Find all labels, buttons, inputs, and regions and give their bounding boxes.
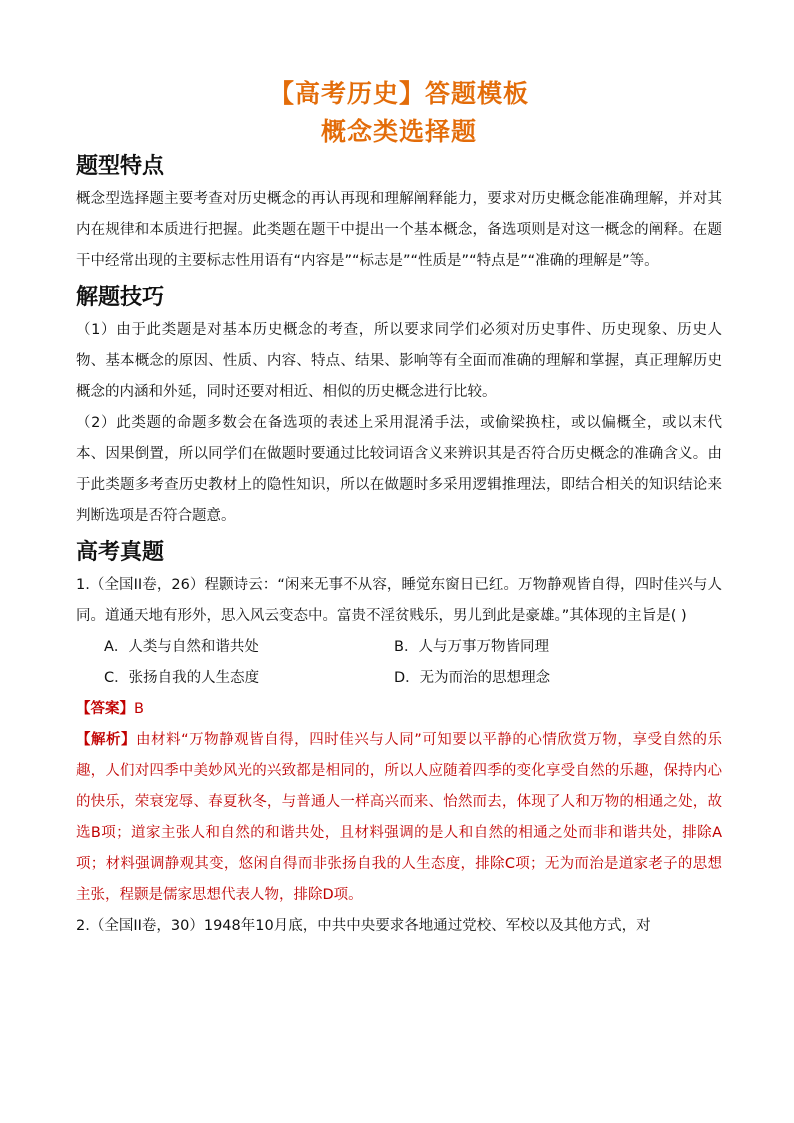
option-a: A．人类与自然和谐共处 — [104, 639, 259, 655]
analysis-tag: 【解析】 — [76, 732, 137, 748]
question-1-stem: 1.（全国II卷，26）程颢诗云：“闲来无事不从容，睡觉东窗日已红。万物静观皆自得，四时佳兴与人同。道通天地有形外，思入风云变态中。富贵不淫贫贱乐，男儿到此是豪雄。”其体现的主旨是( ) — [76, 577, 722, 624]
option-b: B．人与万事万物皆同理 — [394, 639, 549, 655]
features-paragraph: 概念型选择题主要考查对历史概念的再认再现和理解阐释能力，要求对历史概念能准确理解，并对其内在规律和本质进行把握。此类题在题干中提出一个基本概念，备选项则是对这一概念的阐释。在题干中经常出现的主要标志性用语有“内容是”“标志是”“性质是”“特点是”“准确的理解是”等。 — [76, 191, 722, 269]
option-d: D．无为而治的思想理念 — [394, 670, 551, 686]
section-heading-techniques: 解题技巧 — [76, 285, 165, 310]
document-page — [76, 76, 722, 942]
answer-tag: 【答案】 — [76, 701, 134, 717]
analysis-paragraph — [76, 725, 722, 911]
techniques-paragraph-2: （2）此类题的命题多数会在备选项的表述上采用混淆手法，或偷梁换柱，或以偏概全，或以末代本、因果倒置，所以同学们在做题时要通过比较词语含义来辨识其是否符合历史概念的准确含义。由于此类题多考查历史教材上的隐性知识，所以在做题时多采用逻辑推理法，即结合相关的知识结论来判断选项是否符合题意。 — [76, 415, 722, 524]
question-2-stem: 2.（全国II卷，30）1948年10月底，中共中央要求各地通过党校、军校以及其他方式，对 — [76, 918, 651, 934]
question-1-options — [104, 632, 722, 694]
answer-value: B — [134, 701, 144, 717]
section-heading-features: 题型特点 — [76, 154, 165, 179]
analysis-text: 由材料“万物静观皆自得，四时佳兴与人同”可知要以平静的心情欣赏万物，享受自然的乐趣，人们对四季中美妙风光的兴致都是相同的，所以人应随着四季的变化享受自然的乐趣，保持内心的快乐，荣衰宠辱、春夏秋冬，与普通人一样高兴而来、怡然而去，体现了人和万物的相通之处，故选B项；道家主张人和自然的和谐共处，且材料强调的是人和自然的相通之处而非和谐共处，排除A项；材料强调静观其变，悠闲自得而非张扬自我的人生态度，排除C项；无为而治是道家老子的思想主张，程颢是儒家思想代表人物，排除D项。 — [76, 732, 722, 903]
document-subtitle: 概念类选择题 — [320, 117, 477, 146]
option-c: C．张扬自我的人生态度 — [104, 670, 260, 686]
techniques-paragraph-1: （1）由于此类题是对基本历史概念的考查，所以要求同学们必须对历史事件、历史现象、历史人物、基本概念的原因、性质、内容、特点、结果、影响等有全面而准确的理解和掌握，真正理解历史概念的内涵和外延，同时还要对相近、相似的历史概念进行比较。 — [76, 322, 722, 400]
answer-line — [76, 694, 722, 725]
document-title: 【高考历史】答题模板 — [268, 79, 529, 108]
section-heading-exam-questions: 高考真题 — [76, 540, 165, 565]
